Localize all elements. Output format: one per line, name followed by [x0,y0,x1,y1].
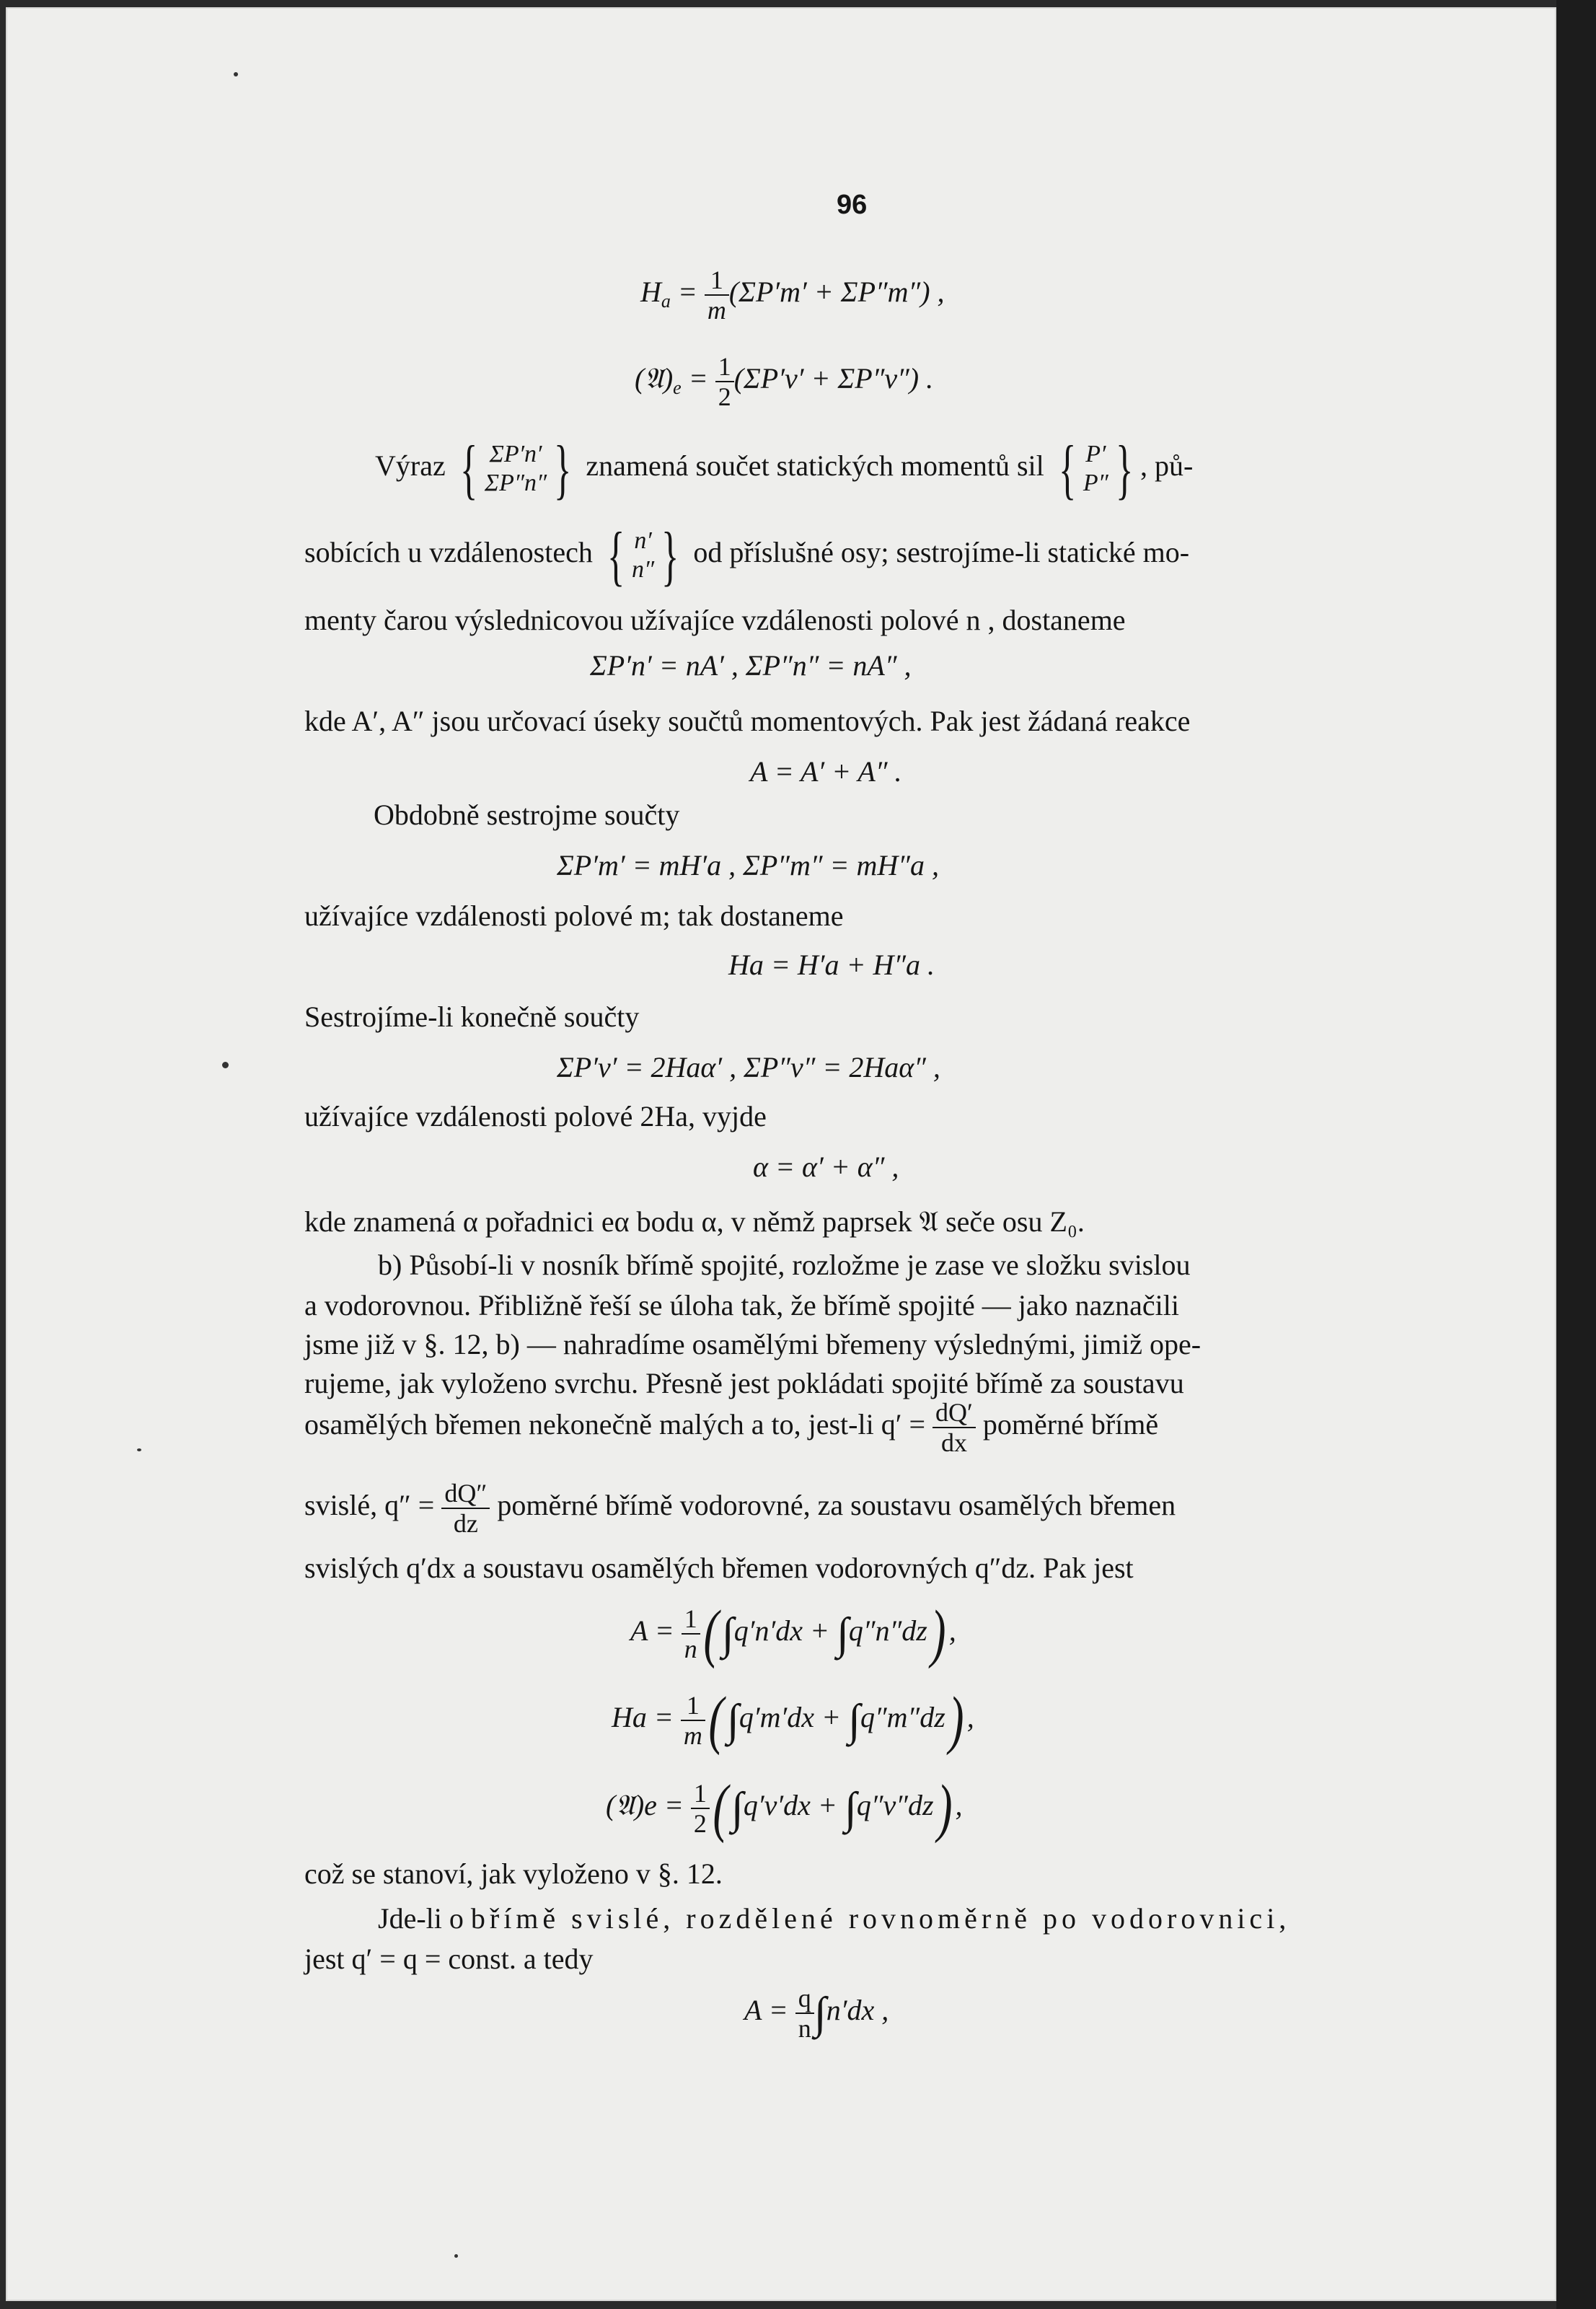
integral-sign-3: ∫ [726,1696,739,1745]
q-n-fraction [795,1984,814,2043]
osamelych-post: poměrné břímě [982,1408,1159,1441]
integral-sign-6: ∫ [844,1784,857,1833]
integral-ae: (𝔄)e = $\frac{1}{2}$ (∫q′v′dx + ∫q″v″dz) , [606,1772,963,1844]
paren-close: ) [930,1598,946,1669]
svisle-pre: svislé, q″ = [304,1489,435,1522]
equation-sums-n: ΣP′n′ = nA′ , ΣP″n″ = nA″ , [590,649,912,682]
integral-ha: Ha = $\frac{1}{m}$ (∫q′m′dx + ∫q″m″dz) , [612,1684,974,1756]
line-svisle [304,1479,1176,1538]
integral-sign-4: ∫ [848,1696,860,1745]
int-ha-body: q′m′dx + [739,1701,848,1734]
eq-ae-rhs: (ΣP′v′ + ΣP″v″) . [733,362,934,395]
line-coz: což se stanoví, jak vyloženo v §. 12. [304,1857,723,1890]
paren-close-2: ) [948,1684,964,1756]
jde-pre: Jde-li o [378,1902,471,1935]
equation-ae [635,352,933,411]
dq-num: dQ′ [933,1398,976,1428]
int-ae-num: 1 [691,1779,710,1809]
int-a-fraction [682,1604,700,1663]
vyraz-stack [485,440,547,498]
paren-close-3: ) [937,1772,953,1844]
int-a-num: 1 [682,1604,700,1635]
paren-open-2: ( [708,1684,724,1756]
integral-sign-2: ∫ [836,1609,849,1658]
jde-spaced: břímě svislé, rozdělené rovnoměrně po vodorovnici, [470,1902,1291,1935]
n-top: n′ [634,527,652,554]
int-ha-lhs: Ha [612,1701,647,1734]
last-body: n′dx , [826,1994,889,2027]
eq-ae-lhs: (𝔄) [635,362,674,395]
int-a-den: n [684,1635,697,1663]
p-bottom: P″ [1083,470,1108,496]
int-a-tail: , [948,1614,956,1648]
p-stack [1083,440,1108,498]
eq-ha-sub: a [661,291,671,312]
left-brace: { [459,432,477,506]
right-brace-n: } [661,519,679,592]
right-brace-p: } [1115,432,1134,506]
right-brace: } [554,432,572,506]
line-uzivajice-2ha: užívajíce vzdálenosti polové 2Ha, vyjde [304,1100,767,1132]
line-kde-a: kde A′, A″ jsou určovací úseky součtů momentových. Pak jest žádaná reakce [304,705,1191,737]
vyraz-word: Výraz [375,449,446,483]
eq-ha-den: m [707,296,726,325]
line-uzivajice-m: užívajíce vzdálenosti polové m; tak dostaneme [304,900,844,932]
eq-ae-fraction [715,352,734,411]
equation-ha-sum: Ha = H′a + H″a . [728,949,935,981]
integral-sign: ∫ [721,1609,734,1658]
line-obdobne: Obdobně sestrojme součty [374,799,680,831]
n-stack [632,527,654,584]
eq-ae-den: 2 [718,382,731,411]
equation-a: A = A′ + A″ . [750,755,902,788]
int-ae-body2: q″v″dz [856,1789,934,1822]
line-vyraz [375,432,1194,506]
int-ae-tail: , [955,1789,963,1822]
line-jest: jest q′ = q = const. a tedy [304,1943,594,1975]
integral-sign-5: ∫ [731,1784,744,1833]
p-top: P′ [1085,441,1106,467]
dz-den: dz [453,1509,478,1538]
dust-speck [454,2254,458,2258]
int-ae-lhs: (𝔄)e [606,1789,657,1822]
sobicich-word: sobících u vzdálenostech [304,536,593,569]
line-osamelych [304,1398,1158,1457]
int-ae-body: q′v′dx + [743,1789,845,1822]
int-a-body2: q″n″dz [848,1614,927,1648]
vyraz-bottom: ΣP″n″ [484,470,547,496]
equation-ha [640,265,945,325]
vyraz-top: ΣP′n′ [489,441,542,467]
int-a-body: q′n′dx + [733,1614,837,1648]
int-ae-fraction [691,1779,710,1838]
int-ha-fraction [681,1691,705,1750]
int-ha-tail: , [966,1701,974,1734]
eq-ha-rhs: (ΣP′m′ + ΣP″m″) , [728,276,945,309]
line-sobicich [304,519,1190,592]
osamelych-pre: osamělých břemen nekonečně malých a to, jest-li q′ = [304,1408,926,1441]
line-kde-alpha: kde znamená α pořadnici eα bodu α, v němž paprsek 𝔄 seče osu Z₀. [304,1205,1085,1238]
equation-sums-v: ΣP′v′ = 2Haα′ , ΣP″v″ = 2Haα″ , [557,1051,940,1083]
vyraz-tail: , pů- [1140,449,1194,483]
para-b-line-4: rujeme, jak vyloženo svrchu. Přesně jest pokládati spojité břímě za soustavu [304,1367,1184,1399]
n-bottom: n″ [632,556,655,583]
last-lhs: A = [744,1994,795,2027]
vyraz-middle: znamená součet statických momentů sil [586,449,1044,483]
page-edge [1556,0,1596,2309]
left-brace-p: { [1058,432,1076,506]
dq2-num: dQ″ [441,1479,490,1509]
eq-ae-sign: = [681,362,715,395]
equation-last [744,1984,889,2043]
paren-open-3: ( [713,1772,728,1844]
dust-speck [137,1448,141,1451]
para-b-line-3: jsme již v §. 12, b) — nahradíme osamělými břemeny výslednými, jimiž ope- [304,1328,1202,1360]
page-number: 96 [837,190,868,220]
equation-sums-m: ΣP′m′ = mH′a , ΣP″m″ = mH″a , [557,849,939,881]
eq-ha-sign: = [670,276,705,309]
eq-ha-num: 1 [705,265,729,296]
int-a-lhs: A [630,1614,648,1648]
dq-dx-fraction [933,1398,976,1457]
line-jde [378,1904,1290,1933]
eq-ae-sub: e [673,377,682,399]
line-svislych: svislých q′dx a soustavu osamělých břemen vodorovných q″dz. Pak jest [304,1552,1134,1584]
dq-dz-fraction [441,1479,490,1538]
sobicich-tail: od příslušné osy; sestrojíme-li statické mo- [693,536,1190,569]
line-momenty: menty čarou výslednicovou užívajíce vzdálenosti polové n , dostaneme [304,604,1126,636]
dx-den: dx [940,1428,967,1457]
integral-a: A = $\frac{1}{n}$ (∫q′n′dx + ∫q″n″dz) , [630,1598,956,1669]
dust-speck [222,1062,229,1068]
book-page [6,7,1556,2301]
eq-ha-lhs: H [640,276,661,309]
integral-sign-7: ∫ [814,1989,826,2038]
equation-alpha: α = α′ + α″ , [753,1151,899,1183]
paren-open: ( [703,1598,719,1669]
int-ha-body2: q″m″dz [860,1701,945,1734]
para-b-line-2: a vodorovnou. Přibližně řeší se úloha tak, že břímě spojité — jako naznačili [304,1289,1179,1321]
dust-speck [234,72,238,76]
last-den: n [798,2014,811,2043]
svisle-post: poměrné břímě vodorovné, za soustavu osamělých břemen [497,1489,1176,1522]
eq-ae-num: 1 [715,352,734,382]
left-brace-n: { [607,519,625,592]
int-ha-den: m [683,1721,702,1750]
last-num: q [795,1984,814,2014]
int-ha-num: 1 [681,1691,705,1721]
para-b-line-1: b) Působí-li v nosník břímě spojité, rozložme je zase ve složku svislou [378,1249,1191,1281]
eq-ha-fraction [705,265,729,325]
line-sestrojime: Sestrojíme-li konečně součty [304,1000,640,1033]
int-ae-den: 2 [693,1809,707,1838]
